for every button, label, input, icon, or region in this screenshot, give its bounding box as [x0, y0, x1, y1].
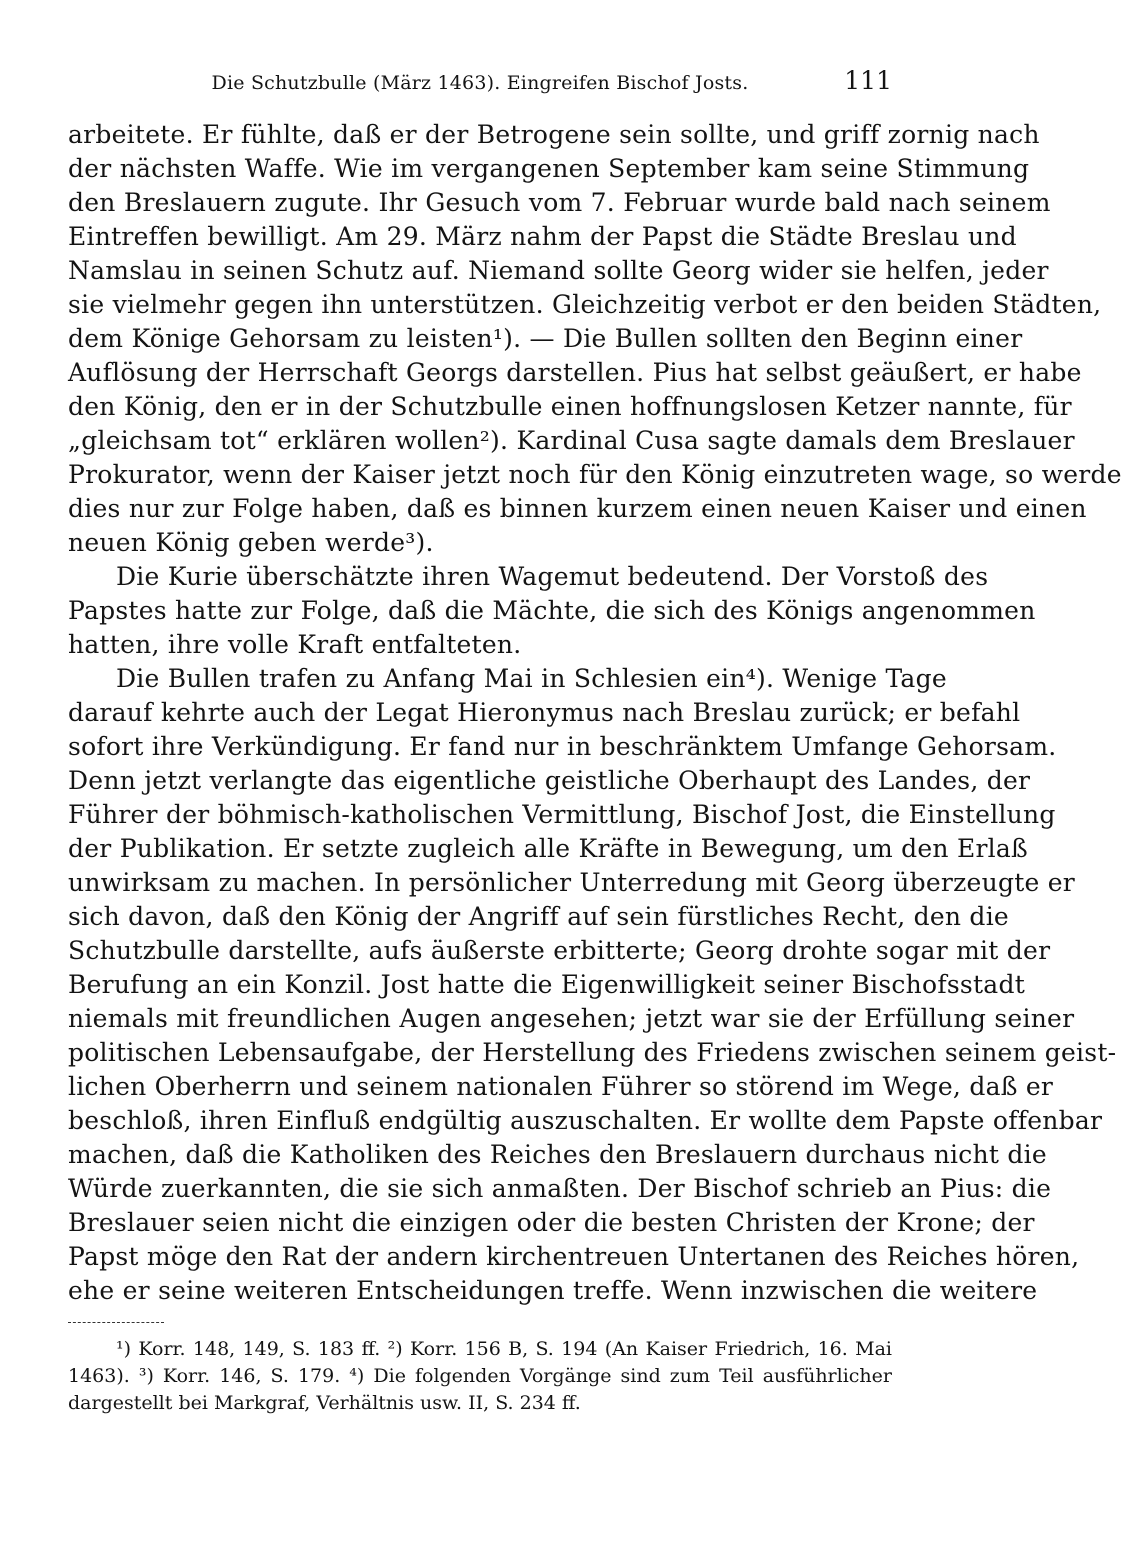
text-line: darauf kehrte auch der Legat Hieronymus nach Breslau zurück; er befahl [68, 698, 1021, 727]
text-line: den Breslauern zugute. Ihr Gesuch vom 7. Februar wurde bald nach seinem [68, 188, 1051, 217]
text-line: unwirksam zu machen. In persönlicher Unterredung mit Georg überzeugte er [68, 868, 1075, 897]
footnote-line: dargestellt bei Markgraf, Verhältnis usw. II, S. 234 ff. [68, 1392, 581, 1414]
text-line: Prokurator, wenn der Kaiser jetzt noch für den König einzutreten wage, so werde [68, 460, 1122, 489]
text-line: Die Bullen trafen zu Anfang Mai in Schlesien ein⁴). Wenige Tage [116, 664, 947, 693]
text-line: Papstes hatte zur Folge, daß die Mächte, die sich des Königs angenommen [68, 596, 1036, 625]
text-line: Auflösung der Herrschaft Georgs darstellen. Pius hat selbst geäußert, er habe [68, 358, 1082, 387]
text-line: sich davon, daß den König der Angriff auf sein fürstliches Recht, den die [68, 902, 1009, 931]
text-line: Führer der böhmisch-katholischen Vermittlung, Bischof Jost, die Einstellung [68, 800, 1056, 829]
text-line: lichen Oberherrn und seinem nationalen Führer so störend im Wege, daß er [68, 1072, 1054, 1101]
text-line: dem Könige Gehorsam zu leisten¹). — Die Bullen sollten den Beginn einer [68, 324, 1023, 353]
text-line: sofort ihre Verkündigung. Er fand nur in beschränktem Umfange Gehorsam. [68, 732, 1057, 761]
text-line: ehe er seine weiteren Entscheidungen treffe. Wenn inzwischen die weitere [68, 1276, 1038, 1305]
text-line: niemals mit freundlichen Augen angesehen; jetzt war sie der Erfüllung seiner [68, 1004, 1075, 1033]
footnote-separator [68, 1322, 164, 1323]
text-line: Breslauer seien nicht die einzigen oder die besten Christen der Krone; der [68, 1208, 1035, 1237]
text-line: Eintreffen bewilligt. Am 29. März nahm der Papst die Städte Breslau und [68, 222, 1017, 251]
text-line: Schutzbulle darstellte, aufs äußerste erbitterte; Georg drohte sogar mit der [68, 936, 1051, 965]
text-line: Die Kurie überschätzte ihren Wagemut bedeutend. Der Vorstoß des [116, 562, 989, 591]
footnotes [68, 1336, 892, 1417]
text-line: Denn jetzt verlangte das eigentliche geistliche Oberhaupt des Landes, der [68, 766, 1031, 795]
text-line: dies nur zur Folge haben, daß es binnen kurzem einen neuen Kaiser und einen [68, 494, 1087, 523]
running-head: Die Schutzbulle (März 1463). Eingreifen Bischof Josts. [211, 72, 749, 94]
text-line: den König, den er in der Schutzbulle einen hoffnungslosen Ketzer nannte, für [68, 392, 1072, 421]
text-line: der nächsten Waffe. Wie im vergangenen September kam seine Stimmung [68, 154, 1030, 183]
text-line: hatten, ihre volle Kraft entfalteten. [68, 630, 522, 659]
text-line: sie vielmehr gegen ihn unterstützen. Gleichzeitig verbot er den beiden Städten, [68, 290, 1102, 319]
text-line: Papst möge den Rat der andern kirchentreuen Untertanen des Reiches hören, [68, 1242, 1080, 1271]
text-line: Berufung an ein Konzil. Jost hatte die Eigenwilligkeit seiner Bischofsstadt [68, 970, 1025, 999]
text-line: Würde zuerkannten, die sie sich anmaßten. Der Bischof schrieb an Pius: die [68, 1174, 1052, 1203]
text-line: politischen Lebensaufgabe, der Herstellung des Friedens zwischen seinem geist- [68, 1038, 1117, 1067]
main-text [68, 118, 1122, 1308]
page-header [68, 64, 892, 104]
page-number: 111 [844, 66, 892, 95]
text-line: neuen König geben werde³). [68, 528, 434, 557]
text-line: Namslau in seinen Schutz auf. Niemand sollte Georg wider sie helfen, jeder [68, 256, 1049, 285]
text-line: machen, daß die Katholiken des Reiches den Breslauern durchaus nicht die [68, 1140, 1047, 1169]
footnote-line: 1463). ³) Korr. 146, S. 179. ⁴) Die folgenden Vorgänge sind zum Teil ausführlicher [68, 1365, 892, 1387]
text-line: arbeitete. Er fühlte, daß er der Betrogene sein sollte, und griff zornig nach [68, 120, 1040, 149]
text-line: beschloß, ihren Einfluß endgültig auszuschalten. Er wollte dem Papste offenbar [68, 1106, 1103, 1135]
footnote-line: ¹) Korr. 148, 149, S. 183 ff. ²) Korr. 156 B, S. 194 (An Kaiser Friedrich, 16. Mai [116, 1338, 892, 1360]
text-line: der Publikation. Er setzte zugleich alle Kräfte in Bewegung, um den Erlaß [68, 834, 1029, 863]
text-line: „gleichsam tot“ erklären wollen²). Kardinal Cusa sagte damals dem Breslauer [68, 426, 1075, 455]
